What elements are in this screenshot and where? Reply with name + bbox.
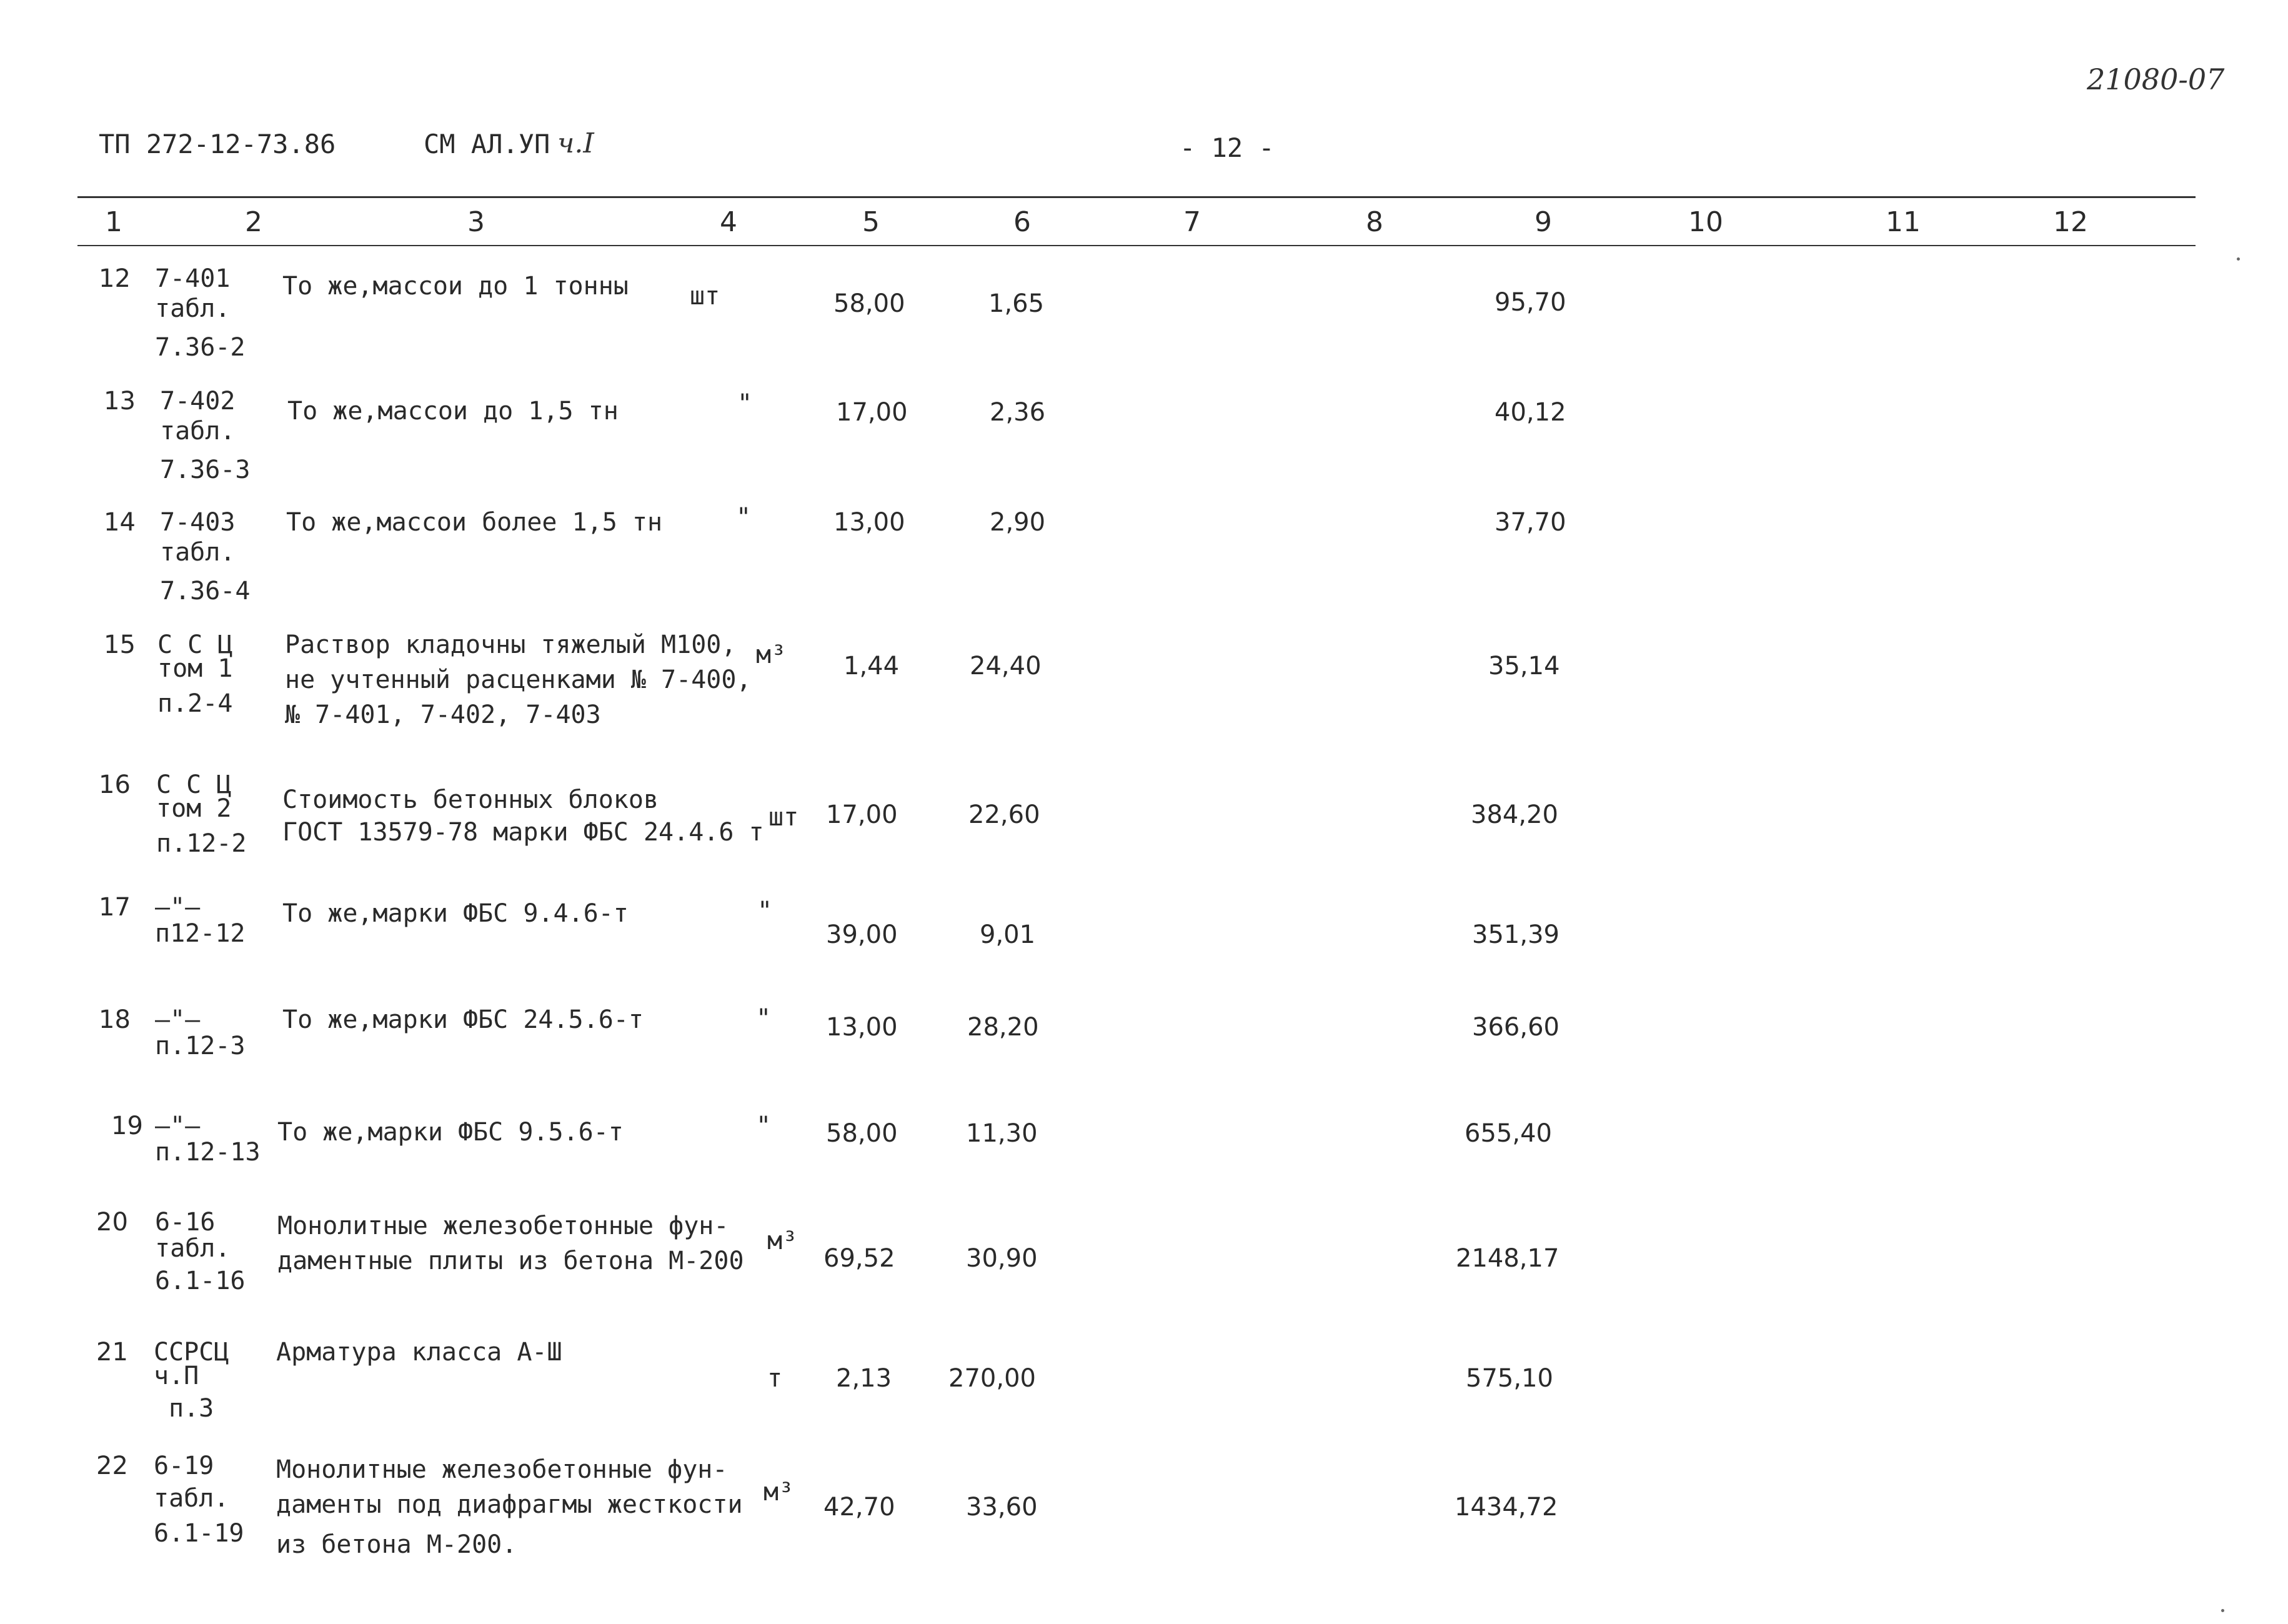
unit-price: 270,00 bbox=[948, 1364, 1036, 1393]
rate-code-line: С С Ц bbox=[156, 770, 232, 799]
unit-price: 9,01 bbox=[980, 920, 1036, 949]
quantity: 69,52 bbox=[823, 1244, 895, 1273]
rate-code-line: 7.36-2 bbox=[155, 333, 246, 362]
column-header-9: 9 bbox=[1534, 206, 1552, 238]
row-number: 14 bbox=[104, 508, 136, 537]
work-description bbox=[285, 627, 752, 732]
unit-price: 11,30 bbox=[966, 1119, 1038, 1148]
total-cost: 575,10 bbox=[1466, 1364, 1553, 1393]
rate-code-line: п.3 bbox=[169, 1394, 214, 1423]
work-description bbox=[282, 782, 764, 850]
row-number: 12 bbox=[99, 264, 131, 293]
rate-code-line: табл. bbox=[155, 1234, 231, 1263]
scan-speck bbox=[2221, 1609, 2224, 1612]
rate-code-line: —"— bbox=[155, 1112, 201, 1140]
unit-price: 33,60 bbox=[966, 1493, 1038, 1522]
rate-code-line: 6.1-16 bbox=[155, 1267, 246, 1295]
description-line: То же,массои до 1,5 тн bbox=[287, 397, 619, 426]
quantity: 42,70 bbox=[823, 1493, 895, 1522]
rate-code bbox=[154, 1335, 229, 1426]
description-line: из бетона М-200. bbox=[276, 1530, 517, 1559]
unit: " bbox=[757, 897, 773, 925]
rate-code-line: п.2-4 bbox=[157, 689, 233, 718]
rate-code bbox=[155, 1002, 246, 1064]
work-description bbox=[282, 1002, 644, 1037]
column-header-6: 6 bbox=[1013, 206, 1031, 238]
work-description bbox=[277, 1115, 624, 1150]
row-number: 19 bbox=[111, 1112, 143, 1140]
rate-code bbox=[155, 261, 246, 365]
rate-code-line: п.12-13 bbox=[155, 1138, 261, 1167]
unit-price: 1,65 bbox=[988, 289, 1045, 318]
rate-code-line: 6-19 bbox=[154, 1452, 214, 1480]
page-number: - 12 - bbox=[1180, 132, 1275, 163]
quantity: 58,00 bbox=[826, 1119, 898, 1148]
quantity: 13,00 bbox=[833, 508, 905, 537]
column-header-11: 11 bbox=[1886, 206, 1921, 238]
description-line: № 7-401, 7-402, 7-403 bbox=[285, 700, 601, 729]
description-line: Монолитные железобетонные фун- bbox=[276, 1455, 728, 1484]
unit-price: 30,90 bbox=[966, 1244, 1038, 1273]
work-description bbox=[287, 394, 619, 429]
row-number: 15 bbox=[104, 630, 136, 659]
total-cost: 37,70 bbox=[1495, 508, 1566, 537]
total-cost: 2148,17 bbox=[1456, 1244, 1559, 1273]
total-cost: 384,20 bbox=[1471, 800, 1558, 829]
total-cost: 95,70 bbox=[1495, 288, 1566, 317]
rate-code-line: 6-16 bbox=[155, 1208, 216, 1237]
rate-code-line: 6.1-19 bbox=[154, 1519, 244, 1548]
rate-code-line: ч.П bbox=[154, 1362, 199, 1390]
unit: м³ bbox=[756, 640, 787, 669]
rate-code-line: —"— bbox=[155, 1005, 201, 1034]
rate-code-line: 7.36-4 bbox=[160, 577, 251, 605]
table-header-rule bbox=[77, 245, 2196, 246]
document-series: СМ АЛ.УП bbox=[424, 129, 550, 159]
unit: " bbox=[756, 1004, 772, 1033]
description-line: То же,марки ФБС 24.5.6-т bbox=[282, 1005, 644, 1034]
rate-code bbox=[155, 1108, 261, 1170]
unit: м³ bbox=[763, 1478, 794, 1507]
work-description bbox=[277, 1208, 744, 1278]
work-description bbox=[276, 1335, 562, 1370]
total-cost: 1434,72 bbox=[1455, 1493, 1558, 1522]
unit-price: 24,40 bbox=[970, 652, 1042, 680]
column-header-7: 7 bbox=[1183, 206, 1201, 238]
quantity: 1,44 bbox=[843, 652, 900, 680]
rate-code-line: п.12-3 bbox=[155, 1032, 246, 1060]
rate-code-line: табл. bbox=[160, 538, 236, 567]
work-description bbox=[276, 1452, 743, 1562]
quantity: 39,00 bbox=[826, 920, 898, 949]
rate-code-line: том 2 bbox=[156, 794, 232, 823]
unit-price: 28,20 bbox=[967, 1013, 1039, 1042]
rate-code bbox=[154, 1448, 244, 1551]
description-line: То же,марки ФБС 9.4.6-т bbox=[282, 899, 629, 928]
description-line: не учтенный расценками № 7-400, bbox=[285, 665, 752, 694]
rate-code bbox=[156, 767, 247, 861]
quantity: 13,00 bbox=[826, 1013, 898, 1042]
quantity: 17,00 bbox=[836, 398, 908, 427]
rate-code-line: С С Ц bbox=[157, 630, 233, 659]
column-header-8: 8 bbox=[1366, 206, 1383, 238]
work-description bbox=[286, 505, 662, 540]
unit: шт bbox=[768, 803, 799, 832]
rate-code bbox=[160, 384, 251, 487]
row-number: 18 bbox=[99, 1005, 131, 1034]
archive-stamp: 21080-07 bbox=[2087, 62, 2225, 96]
unit: т bbox=[767, 1364, 783, 1393]
column-header-2: 2 bbox=[245, 206, 262, 238]
rate-code-line: п12-12 bbox=[155, 919, 246, 948]
quantity: 17,00 bbox=[826, 800, 898, 829]
column-header-12: 12 bbox=[2053, 206, 2088, 238]
quantity: 58,00 bbox=[833, 289, 905, 318]
rate-code-line: 7-401 bbox=[155, 264, 231, 293]
work-description bbox=[282, 269, 629, 304]
description-line: То же,массои до 1 тонны bbox=[282, 272, 629, 301]
column-header-3: 3 bbox=[467, 206, 485, 238]
scan-speck bbox=[2237, 257, 2240, 261]
column-header-4: 4 bbox=[720, 206, 737, 238]
rate-code-line: табл. bbox=[154, 1484, 229, 1513]
rate-code-line: 7.36-3 bbox=[160, 456, 251, 484]
rate-code-line: 7-403 bbox=[160, 508, 236, 537]
rate-code bbox=[160, 505, 251, 609]
quantity: 2,13 bbox=[836, 1364, 892, 1393]
rate-code bbox=[157, 627, 232, 721]
rate-code-line: —"— bbox=[155, 893, 201, 922]
work-description bbox=[282, 896, 629, 931]
description-line: Раствор кладочны тяжелый М100, bbox=[285, 630, 737, 659]
unit: " bbox=[737, 389, 753, 418]
rate-code-line: табл. bbox=[160, 417, 236, 446]
rate-code bbox=[155, 890, 246, 951]
row-number: 16 bbox=[99, 770, 131, 799]
unit-price: 2,90 bbox=[990, 508, 1046, 537]
description-line: Монолитные железобетонные фун- bbox=[277, 1212, 729, 1240]
description-line: ГОСТ 13579-78 марки ФБС 24.4.6 т bbox=[282, 818, 764, 847]
rate-code-line: том 1 bbox=[157, 654, 233, 683]
row-number: 13 bbox=[104, 387, 136, 416]
row-number: 20 bbox=[96, 1208, 128, 1237]
row-number: 21 bbox=[96, 1338, 128, 1367]
unit: м³ bbox=[767, 1227, 798, 1255]
description-line: То же,марки ФБС 9.5.6-т bbox=[277, 1118, 624, 1147]
total-cost: 35,14 bbox=[1488, 652, 1560, 680]
document-part: ч.I bbox=[557, 127, 594, 159]
unit-price: 22,60 bbox=[968, 800, 1040, 829]
description-line: даментные плиты из бетона М-200 bbox=[277, 1247, 744, 1275]
total-cost: 351,39 bbox=[1472, 920, 1559, 949]
rate-code bbox=[155, 1205, 246, 1298]
rate-code-line: 7-402 bbox=[160, 387, 236, 416]
total-cost: 655,40 bbox=[1465, 1119, 1552, 1148]
unit: шт bbox=[690, 282, 720, 311]
description-line: То же,массои более 1,5 тн bbox=[286, 508, 663, 537]
rate-code-line: ССРСЦ bbox=[154, 1338, 229, 1367]
total-cost: 40,12 bbox=[1495, 398, 1566, 427]
description-line: даменты под диафрагмы жесткости bbox=[276, 1490, 743, 1519]
unit: " bbox=[756, 1112, 772, 1140]
rate-code-line: п.12-2 bbox=[156, 829, 247, 858]
total-cost: 366,60 bbox=[1472, 1013, 1559, 1042]
unit: " bbox=[736, 503, 752, 532]
column-header-5: 5 bbox=[862, 206, 880, 238]
row-number: 17 bbox=[99, 893, 131, 922]
column-header-1: 1 bbox=[105, 206, 122, 238]
description-line: Стоимость бетонных блоков bbox=[282, 785, 659, 814]
description-line: Арматура класса А-Ш bbox=[276, 1338, 562, 1367]
column-header-10: 10 bbox=[1688, 206, 1723, 238]
table-top-rule bbox=[77, 196, 2196, 198]
rate-code-line: табл. bbox=[155, 294, 231, 323]
row-number: 22 bbox=[96, 1452, 128, 1480]
unit-price: 2,36 bbox=[990, 398, 1046, 427]
document-code: ТП 272-12-73.86 bbox=[99, 129, 336, 159]
